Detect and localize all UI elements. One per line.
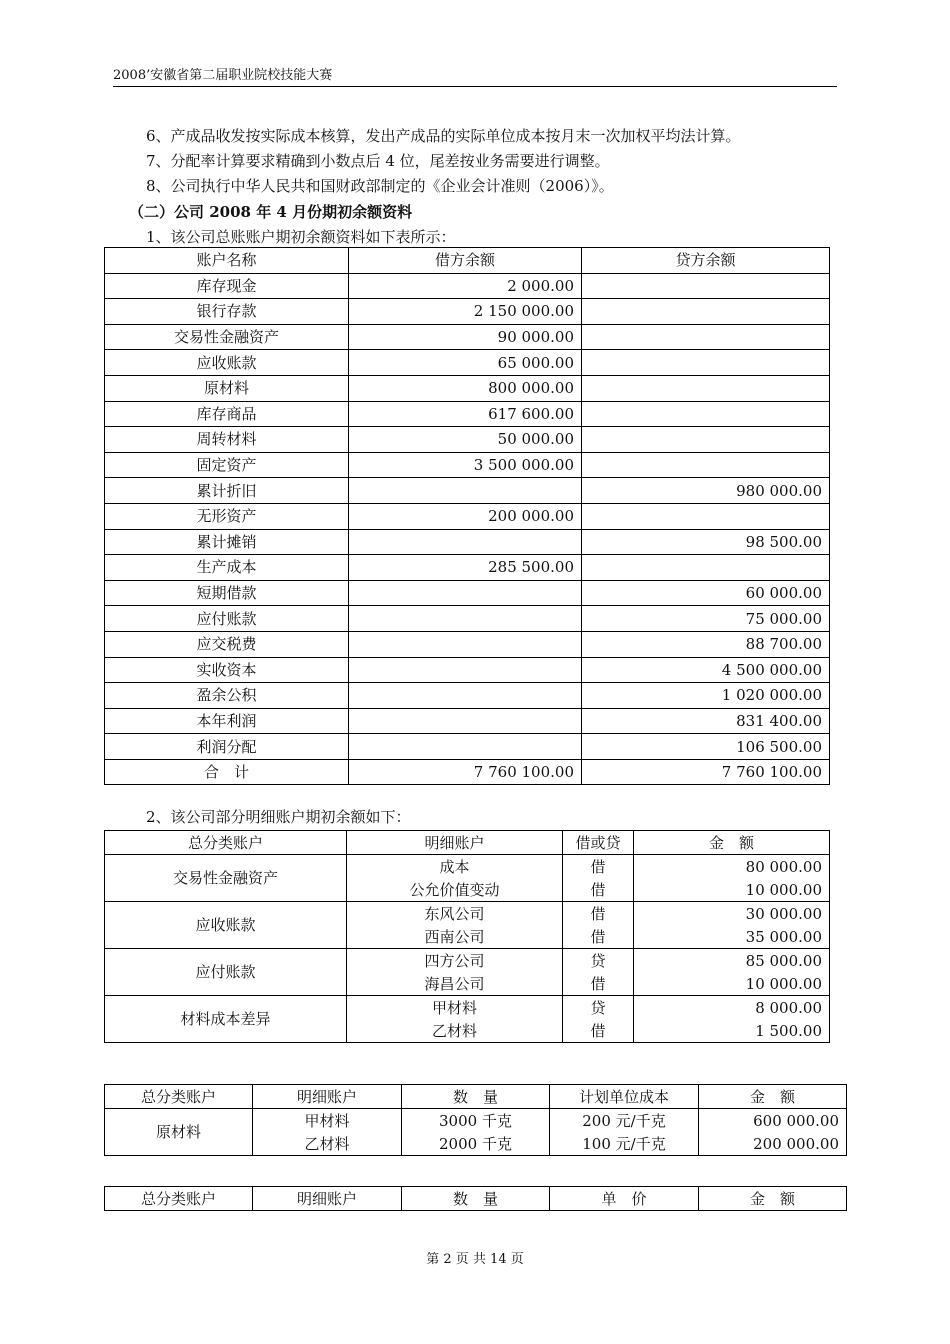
direction-cell: 贷 bbox=[563, 996, 634, 1020]
header-cell: 金 额 bbox=[699, 1085, 847, 1109]
direction-cell: 借 bbox=[563, 972, 634, 996]
account-name-cell: 库存现金 bbox=[105, 273, 349, 299]
table-row bbox=[105, 503, 830, 529]
paragraph-8: 8、公司执行中华人民共和国财政部制定的《企业会计准则（2006）》。 bbox=[146, 177, 614, 195]
debit-cell: 3 500 000.00 bbox=[349, 452, 582, 478]
ledger-intro: 1、该公司总账账户期初余额资料如下表所示： bbox=[146, 228, 456, 246]
detail-intro: 2、该公司部分明细账户期初余额如下： bbox=[146, 808, 411, 826]
amount-cell: 10 000.00 bbox=[634, 972, 830, 996]
debit-cell: 200 000.00 bbox=[349, 503, 582, 529]
header-cell: 单 价 bbox=[550, 1187, 699, 1211]
header-cell: 数 量 bbox=[402, 1187, 550, 1211]
table-header-row bbox=[105, 1187, 847, 1211]
account-name-cell: 交易性金融资产 bbox=[105, 324, 349, 350]
table-row bbox=[105, 427, 830, 453]
account-cell: 应付账款 bbox=[105, 949, 347, 996]
sub-account-cell: 甲材料 bbox=[253, 1109, 402, 1133]
direction-cell: 借 bbox=[563, 1019, 634, 1043]
table-row bbox=[105, 580, 830, 606]
account-name-cell: 原材料 bbox=[105, 375, 349, 401]
credit-cell bbox=[582, 350, 830, 376]
table-row bbox=[105, 1109, 847, 1133]
table-row bbox=[105, 555, 830, 581]
account-name-cell: 累计折旧 bbox=[105, 478, 349, 504]
page-header bbox=[113, 68, 837, 87]
header-cell: 账户名称 bbox=[105, 248, 349, 274]
debit-cell bbox=[349, 708, 582, 734]
amount-cell: 600 000.00 bbox=[699, 1109, 847, 1133]
credit-cell: 98 500.00 bbox=[582, 529, 830, 555]
table-row bbox=[105, 657, 830, 683]
unit-cost-cell: 100 元/千克 bbox=[550, 1132, 699, 1156]
amount-cell: 35 000.00 bbox=[634, 925, 830, 949]
debit-cell bbox=[349, 657, 582, 683]
amount-cell: 8 000.00 bbox=[634, 996, 830, 1020]
sub-account-cell: 西南公司 bbox=[347, 925, 563, 949]
credit-cell bbox=[582, 401, 830, 427]
header-cell: 计划单位成本 bbox=[550, 1085, 699, 1109]
header-cell: 明细账户 bbox=[253, 1187, 402, 1211]
account-name-cell: 应付账款 bbox=[105, 606, 349, 632]
header-cell: 总分类账户 bbox=[105, 1085, 253, 1109]
header-cell: 总分类账户 bbox=[105, 1187, 253, 1211]
table-row bbox=[105, 324, 830, 350]
amount-cell: 85 000.00 bbox=[634, 949, 830, 973]
unit-cost-cell: 200 元/千克 bbox=[550, 1109, 699, 1133]
account-name-cell: 固定资产 bbox=[105, 452, 349, 478]
ledger-balance-table bbox=[104, 247, 830, 785]
account-cell: 交易性金融资产 bbox=[105, 855, 347, 902]
debit-cell: 90 000.00 bbox=[349, 324, 582, 350]
table-row bbox=[105, 401, 830, 427]
account-name-cell: 无形资产 bbox=[105, 503, 349, 529]
account-name-cell: 累计摊销 bbox=[105, 529, 349, 555]
debit-cell: 50 000.00 bbox=[349, 427, 582, 453]
debit-cell: 2 150 000.00 bbox=[349, 299, 582, 325]
table-row bbox=[105, 996, 830, 1020]
account-name-cell: 本年利润 bbox=[105, 708, 349, 734]
debit-cell bbox=[349, 478, 582, 504]
material-table bbox=[104, 1084, 847, 1156]
debit-cell bbox=[349, 734, 582, 760]
table-row bbox=[105, 902, 830, 926]
credit-cell: 60 000.00 bbox=[582, 580, 830, 606]
account-name-cell: 实收资本 bbox=[105, 657, 349, 683]
credit-cell bbox=[582, 299, 830, 325]
debit-cell bbox=[349, 580, 582, 606]
debit-cell: 285 500.00 bbox=[349, 555, 582, 581]
amount-cell: 200 000.00 bbox=[699, 1132, 847, 1156]
credit-cell bbox=[582, 273, 830, 299]
credit-cell bbox=[582, 324, 830, 350]
table-row bbox=[105, 606, 830, 632]
direction-cell: 借 bbox=[563, 902, 634, 926]
table-row bbox=[105, 855, 830, 879]
account-cell: 应收账款 bbox=[105, 902, 347, 949]
credit-cell: 75 000.00 bbox=[582, 606, 830, 632]
table-row bbox=[105, 478, 830, 504]
section-heading: （二）公司 2008 年 4 月份期初余额资料 bbox=[129, 203, 413, 221]
sub-account-cell: 海昌公司 bbox=[347, 972, 563, 996]
account-name-cell: 利润分配 bbox=[105, 734, 349, 760]
debit-cell: 65 000.00 bbox=[349, 350, 582, 376]
header-cell: 贷方余额 bbox=[582, 248, 830, 274]
page-footer: 第 2 页 共 14 页 bbox=[426, 1252, 524, 1267]
header-cell: 借或贷 bbox=[563, 831, 634, 855]
credit-cell: 4 500 000.00 bbox=[582, 657, 830, 683]
debit-cell bbox=[349, 606, 582, 632]
amount-cell: 10 000.00 bbox=[634, 878, 830, 902]
table-row bbox=[105, 734, 830, 760]
sub-account-cell: 公允价值变动 bbox=[347, 878, 563, 902]
debit-cell bbox=[349, 631, 582, 657]
account-cell: 材料成本差异 bbox=[105, 996, 347, 1043]
credit-cell: 106 500.00 bbox=[582, 734, 830, 760]
debit-cell: 800 000.00 bbox=[349, 375, 582, 401]
table-row bbox=[105, 375, 830, 401]
table-row bbox=[105, 452, 830, 478]
credit-cell: 88 700.00 bbox=[582, 631, 830, 657]
table-row bbox=[105, 273, 830, 299]
paragraph-7: 7、分配率计算要求精确到小数点后 4 位，尾差按业务需要进行调整。 bbox=[146, 152, 610, 170]
sub-account-cell: 乙材料 bbox=[253, 1132, 402, 1156]
amount-cell: 80 000.00 bbox=[634, 855, 830, 879]
quantity-cell: 3000 千克 bbox=[402, 1109, 550, 1133]
table-row bbox=[105, 683, 830, 709]
credit-cell bbox=[582, 503, 830, 529]
header-cell: 借方余额 bbox=[349, 248, 582, 274]
account-name-cell: 库存商品 bbox=[105, 401, 349, 427]
total-row bbox=[105, 759, 830, 785]
credit-cell bbox=[582, 555, 830, 581]
total-label-cell: 合 计 bbox=[105, 759, 349, 785]
table-row bbox=[105, 708, 830, 734]
direction-cell: 借 bbox=[563, 925, 634, 949]
credit-cell bbox=[582, 427, 830, 453]
header-cell: 金 额 bbox=[699, 1187, 847, 1211]
account-name-cell: 银行存款 bbox=[105, 299, 349, 325]
quantity-cell: 2000 千克 bbox=[402, 1132, 550, 1156]
debit-cell: 617 600.00 bbox=[349, 401, 582, 427]
header-title: 2008’安徽省第二届职业院校技能大赛 bbox=[113, 68, 333, 83]
credit-cell bbox=[582, 452, 830, 478]
credit-cell bbox=[582, 375, 830, 401]
account-cell: 原材料 bbox=[105, 1109, 253, 1156]
direction-cell: 借 bbox=[563, 855, 634, 879]
account-name-cell: 盈余公积 bbox=[105, 683, 349, 709]
header-cell: 总分类账户 bbox=[105, 831, 347, 855]
goods-table bbox=[104, 1186, 847, 1211]
header-cell: 金 额 bbox=[634, 831, 830, 855]
table-row bbox=[105, 350, 830, 376]
account-name-cell: 应交税费 bbox=[105, 631, 349, 657]
header-cell: 明细账户 bbox=[347, 831, 563, 855]
sub-account-cell: 四方公司 bbox=[347, 949, 563, 973]
table-row bbox=[105, 631, 830, 657]
header-cell: 明细账户 bbox=[253, 1085, 402, 1109]
direction-cell: 贷 bbox=[563, 949, 634, 973]
account-name-cell: 短期借款 bbox=[105, 580, 349, 606]
table-header-row bbox=[105, 1085, 847, 1109]
sub-account-cell: 东风公司 bbox=[347, 902, 563, 926]
account-name-cell: 生产成本 bbox=[105, 555, 349, 581]
table-row bbox=[105, 299, 830, 325]
table-header-row bbox=[105, 831, 830, 855]
total-debit-cell: 7 760 100.00 bbox=[349, 759, 582, 785]
sub-account-cell: 成本 bbox=[347, 855, 563, 879]
credit-cell: 831 400.00 bbox=[582, 708, 830, 734]
sub-account-cell: 乙材料 bbox=[347, 1019, 563, 1043]
table-row bbox=[105, 949, 830, 973]
debit-cell: 2 000.00 bbox=[349, 273, 582, 299]
paragraph-6: 6、产成品收发按实际成本核算，发出产成品的实际单位成本按月末一次加权平均法计算。 bbox=[146, 127, 741, 145]
header-cell: 数 量 bbox=[402, 1085, 550, 1109]
debit-cell bbox=[349, 683, 582, 709]
direction-cell: 借 bbox=[563, 878, 634, 902]
table-row bbox=[105, 529, 830, 555]
debit-cell bbox=[349, 529, 582, 555]
credit-cell: 1 020 000.00 bbox=[582, 683, 830, 709]
account-name-cell: 应收账款 bbox=[105, 350, 349, 376]
total-credit-cell: 7 760 100.00 bbox=[582, 759, 830, 785]
credit-cell: 980 000.00 bbox=[582, 478, 830, 504]
amount-cell: 1 500.00 bbox=[634, 1019, 830, 1043]
table-header-row bbox=[105, 248, 830, 274]
sub-account-cell: 甲材料 bbox=[347, 996, 563, 1020]
detail-balance-table bbox=[104, 830, 830, 1043]
amount-cell: 30 000.00 bbox=[634, 902, 830, 926]
account-name-cell: 周转材料 bbox=[105, 427, 349, 453]
